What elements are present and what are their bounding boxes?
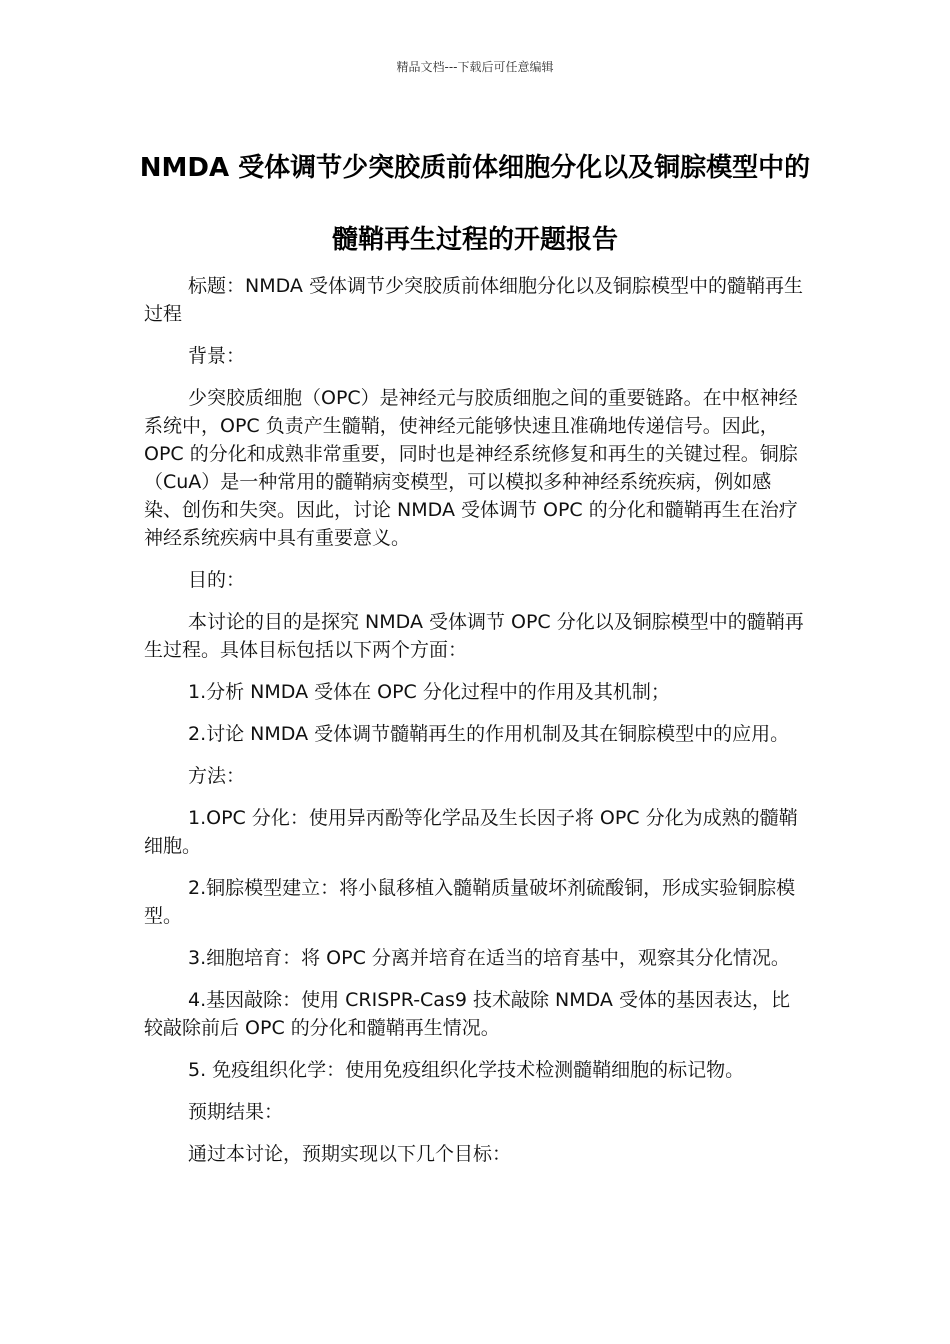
paragraph-title-line: 标题：NMDA 受体调节少突胶质前体细胞分化以及铜腙模型中的髓鞘再生过程 — [144, 275, 803, 325]
method-item-5: 5. 免疫组织化学：使用免疫组织化学技术检测髓鞘细胞的标记物。 — [188, 1059, 745, 1081]
header-note: 精品文档---下载后可任意编辑 — [396, 60, 554, 74]
method-item-1: 1.OPC 分化：使用异丙酚等化学品及生长因子将 OPC 分化为成熟的髓鞘细胞。 — [144, 807, 798, 857]
method-item-2: 2.铜腙模型建立：将小鼠移植入髓鞘质量破坏剂硫酸铜，形成实验铜腙模型。 — [144, 877, 796, 927]
purpose-item-2: 2.讨论 NMDA 受体调节髓鞘再生的作用机制及其在铜腙模型中的应用。 — [188, 723, 790, 745]
section-heading-methods: 方法： — [188, 765, 246, 787]
method-item-4: 4.基因敲除：使用 CRISPR-Cas9 技术敲除 NMDA 受体的基因表达，比较敲除前后 OPC 的分化和髓鞘再生情况。 — [144, 989, 790, 1039]
section-heading-expected-results: 预期结果： — [188, 1101, 284, 1123]
document-body — [144, 272, 808, 1182]
document-title: NMDA 受体调节少突胶质前体细胞分化以及铜腙模型中的髓鞘再生过程的开题报告 — [139, 153, 811, 255]
section-heading-background: 背景： — [188, 345, 246, 367]
paragraph-purpose: 本讨论的目的是探究 NMDA 受体调节 OPC 分化以及铜腙模型中的髓鞘再生过程。具体目标包括以下两个方面： — [144, 611, 804, 661]
paragraph-background: 少突胶质细胞（OPC）是神经元与胶质细胞之间的重要链路。在中枢神经系统中，OPC 负责产生髓鞘，使神经元能够快速且准确地传递信号。因此，OPC 的分化和成熟非常重要，同时也是神经系统修复和再生的关键过程。铜腙（CuA）是一种常用的髓鞘病变模型，可以模拟多种神经系统疾病，例如感染、创伤和失突。因此，讨论 NMDA 受体调节 OPC 的分化和髓鞘再生在治疗神经系统疾病中具有重要意义。 — [144, 387, 798, 549]
purpose-item-1: 1.分析 NMDA 受体在 OPC 分化过程中的作用及其机制； — [188, 681, 670, 703]
method-item-3: 3.细胞培育：将 OPC 分离并培育在适当的培育基中，观察其分化情况。 — [188, 947, 790, 969]
section-heading-purpose: 目的： — [188, 569, 246, 591]
paragraph-expected-results: 通过本讨论，预期实现以下几个目标： — [188, 1143, 512, 1165]
